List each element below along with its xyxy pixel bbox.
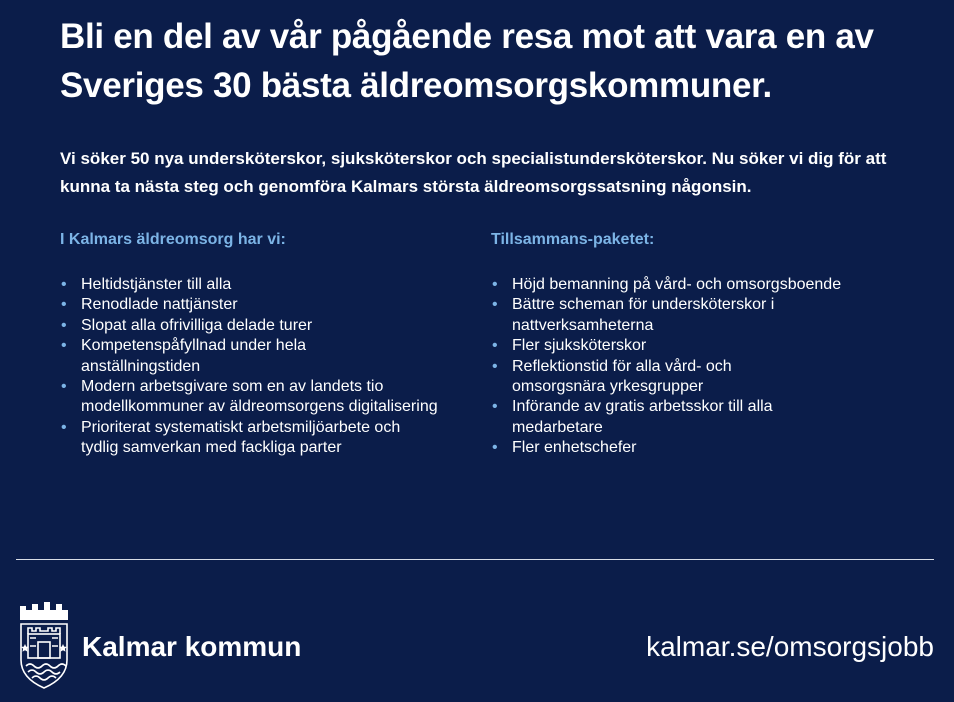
right-column-title: Tillsammans-paketet:	[491, 231, 655, 248]
intro-text: Vi söker 50 nya undersköterskor, sjuksköterskor och specialistundersköterskor. Nu söker vi dig för att kunna ta nästa steg och genomföra Kalmars största äldreomsorgssatsning någonsin.	[60, 149, 887, 196]
list-item: • Slopat alla ofrivilliga delade turer	[61, 316, 313, 334]
list-item: • Reflektionstid för alla vård- och omsorgsnära yrkesgrupper	[492, 357, 732, 396]
list-item: • Heltidstjänster till alla	[61, 276, 232, 293]
website-link[interactable]: kalmar.se/omsorgsjobb	[646, 631, 934, 662]
list-item: • Modern arbetsgivare som en av landets tio modellkommuner av äldreomsorgens digitalisering	[61, 378, 438, 416]
kalmar-crest-icon	[16, 600, 72, 690]
list-item: • Kompetenspåfyllnad under hela anställningstiden	[61, 337, 307, 375]
list-item: • Prioriterat systematiskt arbetsmiljöarbete och tydlig samverkan med fackliga parter	[61, 418, 401, 457]
list-item: • Renodlade nattjänster	[61, 296, 238, 314]
footer-divider	[16, 559, 934, 560]
list-item: • Höjd bemanning på vård- och omsorgsboende	[492, 276, 842, 293]
organization-name: Kalmar kommun	[82, 631, 302, 662]
list-item: • Införande av gratis arbetsskor till alla medarbetare	[492, 398, 773, 436]
headline: Bli en del av vår pågående resa mot att vara en av Sveriges 30 bästa äldreomsorgskommuner.	[60, 17, 874, 105]
left-column-title: I Kalmars äldreomsorg har vi:	[60, 231, 286, 248]
right-column	[491, 228, 911, 459]
left-column	[60, 228, 460, 459]
list-item: • Bättre scheman för undersköterskor i nattverksamheterna	[492, 296, 775, 334]
left-benefits-list	[60, 275, 460, 459]
list-item: • Fler enhetschefer	[492, 439, 637, 457]
list-item: • Fler sjuksköterskor	[492, 337, 647, 355]
right-package-list	[491, 275, 911, 459]
